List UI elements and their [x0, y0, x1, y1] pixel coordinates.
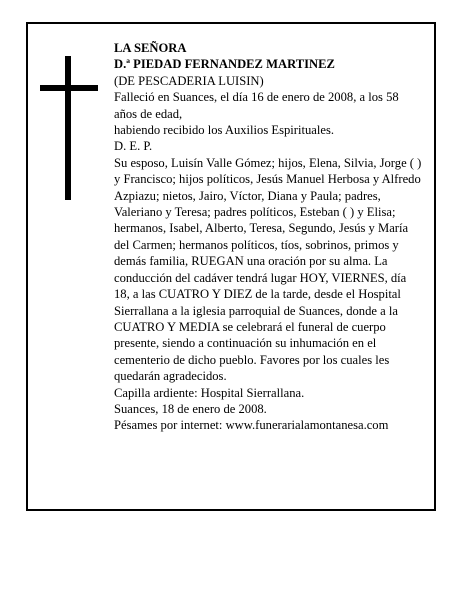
obituary-title: LA SEÑORA: [114, 41, 187, 55]
condolences-line: Pésames por internet: www.funerarialamontanesa.com: [114, 418, 389, 433]
death-statement: Falleció en Suances, el día 16 de enero de 2008, a los 58 años de edad,: [114, 90, 399, 121]
cross-horizontal-bar: [40, 85, 98, 91]
deceased-alias: (DE PESCADERIA LUISIN): [114, 73, 264, 88]
family-paragraph: Su esposo, Luisín Valle Gómez; hijos, Elena, Silvia, Jorge ( ) y Francisco; hijos políticos, Jesús Manuel Herbosa y Alfredo Azpiazu; nietos, Jairo, Víctor, Diana y Paula; padres, Valeriano y Teresa; padres políticos, Esteban ( ) y Elisa; hermanos, Isabel, Alberto, Teresa, Segundo, Jesús y María del Carmen; hermanos políticos, tíos, sobrinos, primos y demás familia, RUEGAN una oración por su alma. La conducción del cadáver tendrá lugar HOY, VIERNES, día 18, a las CUATRO Y DIEZ de la tarde, desde el Hospital Sierrallana a la iglesia parroquial de Suances, donde a la CUATRO Y MEDIA se celebrará el funeral de cuerpo presente, siendo a continuación su inhumación en el cementerio de dicho pueblo. Favores por los cuales les quedarán agradecidos.: [114, 155, 422, 384]
cross-icon: [40, 56, 98, 200]
obituary-notice: [26, 22, 436, 511]
dep-line: D. E. P.: [114, 139, 153, 154]
chapel-line: Capilla ardiente: Hospital Sierrallana.: [114, 385, 305, 400]
obituary-text: [114, 40, 424, 434]
cross-vertical-bar: [65, 56, 71, 200]
date-line: Suances, 18 de enero de 2008.: [114, 401, 267, 416]
deceased-name: D.ª PIEDAD FERNANDEZ MARTINEZ: [114, 57, 335, 72]
sacraments-line: habiendo recibido los Auxilios Espirituales.: [114, 123, 335, 138]
